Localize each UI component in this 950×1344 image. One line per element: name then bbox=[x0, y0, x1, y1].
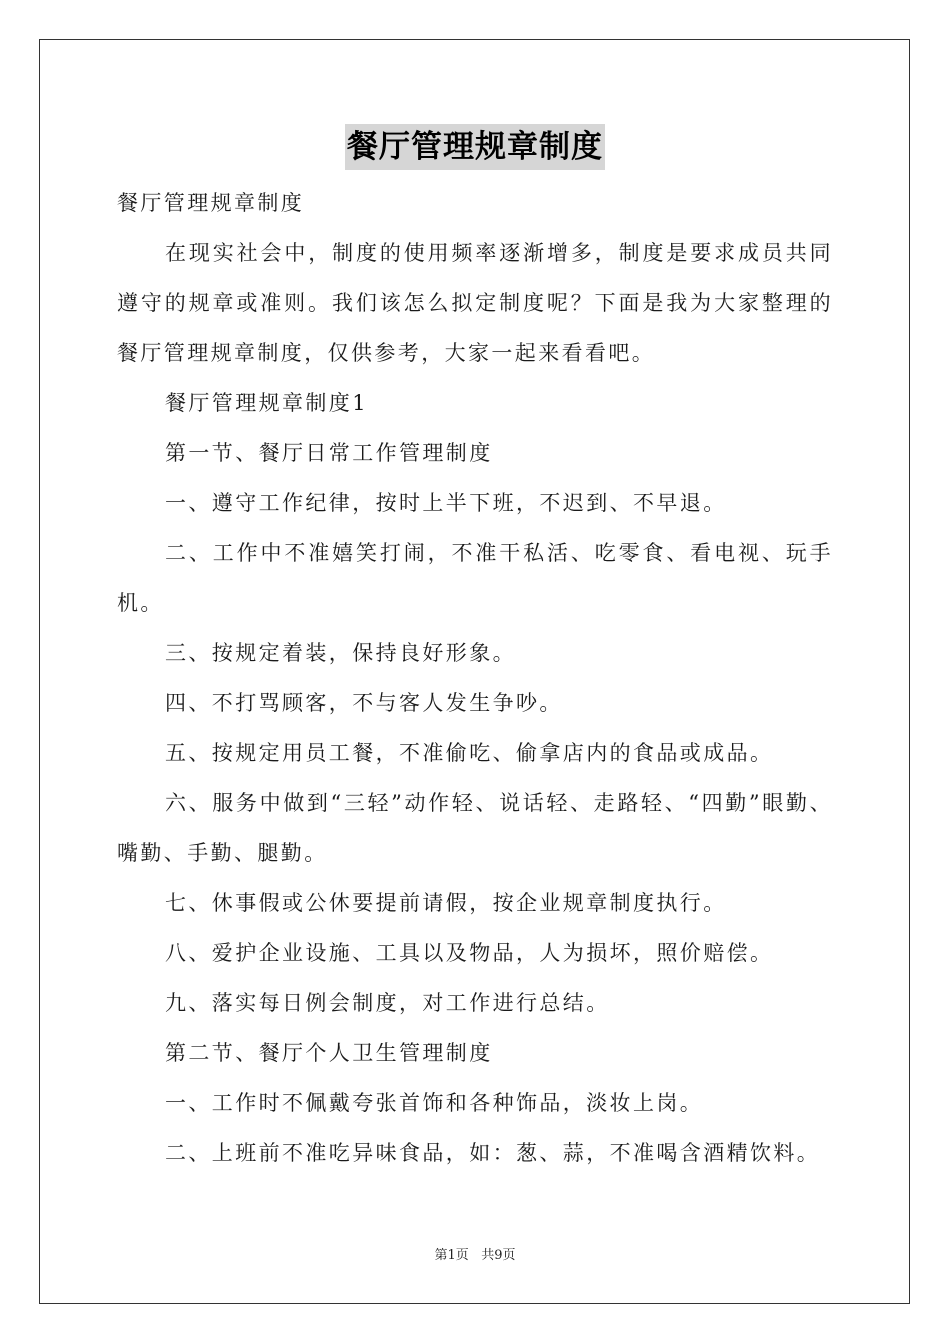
rule-item: 七、休事假或公休要提前请假，按企业规章制度执行。 bbox=[165, 891, 727, 915]
document-body bbox=[117, 178, 833, 1178]
subtitle-paragraph: 餐厅管理规章制度 bbox=[117, 191, 305, 215]
rule-item: 二、上班前不准吃异味食品，如：葱、蒜，不准喝含酒精饮料。 bbox=[165, 1141, 821, 1165]
rule-item: 一、遵守工作纪律，按时上半下班，不迟到、不早退。 bbox=[165, 491, 727, 515]
rule-item: 八、爱护企业设施、工具以及物品，人为损坏，照价赔偿。 bbox=[165, 941, 774, 965]
rule-item: 五、按规定用员工餐，不准偷吃、偷拿店内的食品或成品。 bbox=[165, 741, 774, 765]
page-footer bbox=[0, 1246, 950, 1266]
document-title: 餐厅管理规章制度 bbox=[345, 124, 605, 170]
chapter-heading: 第二节、餐厅个人卫生管理制度 bbox=[165, 1041, 493, 1065]
rule-item: 二、工作中不准嬉笑打闹，不准干私活、吃零食、看电视、玩手机。 bbox=[117, 541, 833, 615]
chapter-heading: 第一节、餐厅日常工作管理制度 bbox=[165, 441, 493, 465]
intro-paragraph: 在现实社会中，制度的使用频率逐渐增多，制度是要求成员共同遵守的规章或准则。我们该怎么拟定制度呢？下面是我为大家整理的餐厅管理规章制度，仅供参考，大家一起来看看吧。 bbox=[117, 241, 833, 365]
title-container bbox=[0, 124, 950, 170]
total-pages: 共9页 bbox=[481, 1248, 516, 1263]
section-heading: 餐厅管理规章制度1 bbox=[165, 391, 368, 415]
rule-item: 四、不打骂顾客，不与客人发生争吵。 bbox=[165, 691, 563, 715]
rule-item: 六、服务中做到“三轻”动作轻、说话轻、走路轻、“四勤”眼勤、嘴勤、手勤、腿勤。 bbox=[117, 791, 833, 865]
page-number: 第1页 bbox=[434, 1248, 469, 1263]
rule-item: 一、工作时不佩戴夸张首饰和各种饰品，淡妆上岗。 bbox=[165, 1091, 704, 1115]
rule-item: 三、按规定着装，保持良好形象。 bbox=[165, 641, 516, 665]
rule-item: 九、落实每日例会制度，对工作进行总结。 bbox=[165, 991, 610, 1015]
